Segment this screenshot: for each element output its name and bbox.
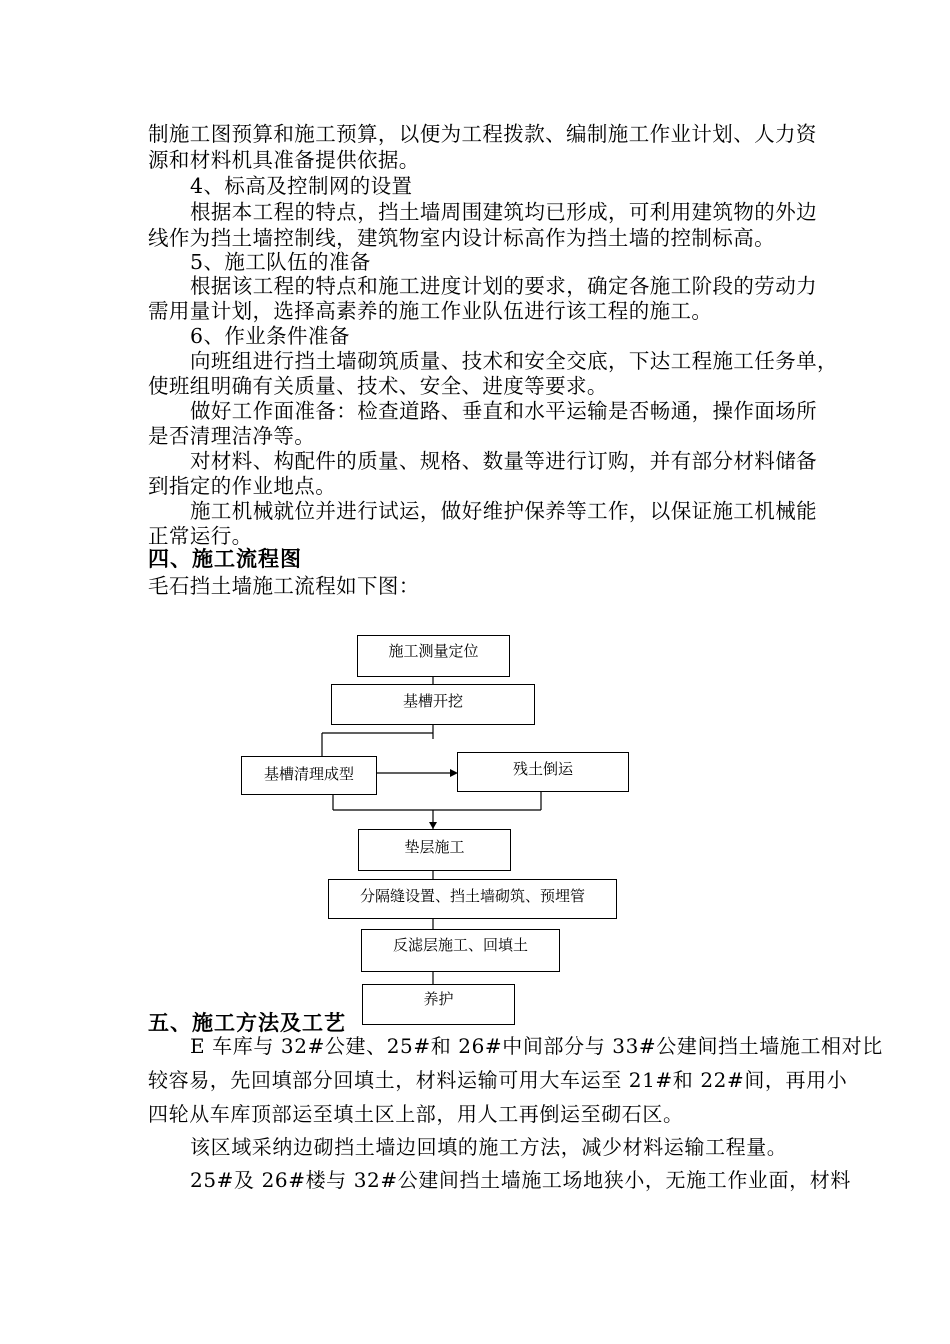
paragraph-line: 制施工图预算和施工预算，以便为工程拨款、编制施工作业计划、人力资 xyxy=(148,122,817,146)
flow-step-label: 反滤层施工、回填土 xyxy=(392,936,528,954)
paragraph-line: 到指定的作业地点。 xyxy=(148,474,337,498)
paragraph-line: 源和材料机具准备提供依据。 xyxy=(148,148,420,172)
flow-step-label: 养护 xyxy=(423,990,454,1008)
subheading-4: 4、标高及控制网的设置 xyxy=(190,174,413,198)
paragraph-line: 较容易，先回填部分回填土，材料运输可用大车运至 21#和 22#间，再用小 xyxy=(148,1068,848,1092)
flow-step-label: 基槽开挖 xyxy=(402,692,463,710)
section-4-intro: 毛石挡土墙施工流程如下图： xyxy=(148,574,420,598)
paragraph-line: 线作为挡土墙控制线，建筑物室内设计标高作为挡土墙的控制标高。 xyxy=(148,226,775,250)
paragraph-line: E 车库与 32#公建、25#和 26#中间部分与 33#公建间挡土墙施工相对比 xyxy=(190,1034,883,1058)
paragraph-line: 使班组明确有关质量、技术、安全、进度等要求。 xyxy=(148,374,608,398)
flow-step-label: 残土倒运 xyxy=(512,760,573,778)
flow-step-masonry xyxy=(328,879,617,919)
subheading-6: 6、作业条件准备 xyxy=(190,324,350,348)
flow-step-label: 分隔缝设置、挡土墙砌筑、预埋管 xyxy=(359,887,585,905)
flow-step-label: 基槽清理成型 xyxy=(263,765,354,783)
section-4-title: 四、施工流程图 xyxy=(148,547,302,571)
paragraph-line: 该区域采纳边砌挡土墙边回填的施工方法，减少材料运输工程量。 xyxy=(190,1135,788,1159)
paragraph-line: 25#及 26#楼与 32#公建间挡土墙施工场地狭小，无施工作业面，材料 xyxy=(190,1168,851,1192)
flow-step-survey xyxy=(357,635,510,677)
flow-step-label: 施工测量定位 xyxy=(388,642,479,660)
flow-step-curing xyxy=(362,984,515,1025)
paragraph-line: 根据本工程的特点，挡土墙周围建筑均已形成，可利用建筑物的外边 xyxy=(190,200,817,224)
flow-step-trench-cleanup xyxy=(241,756,377,795)
paragraph-line: 做好工作面准备：检查道路、垂直和水平运输是否畅通，操作面场所 xyxy=(190,399,817,423)
flow-step-backfill xyxy=(361,929,560,972)
subheading-5: 5、施工队伍的准备 xyxy=(190,250,371,274)
flow-step-label: 垫层施工 xyxy=(404,838,465,856)
flow-step-soil-removal xyxy=(457,752,629,792)
paragraph-line: 正常运行。 xyxy=(148,524,253,548)
paragraph-line: 施工机械就位并进行试运，做好维护保养等工作，以保证施工机械能 xyxy=(190,499,817,523)
paragraph-line: 是否清理洁净等。 xyxy=(148,424,316,448)
paragraph-line: 向班组进行挡土墙砌筑质量、技术和安全交底，下达工程施工任务单， xyxy=(190,349,838,373)
section-5-title: 五、施工方法及工艺 xyxy=(148,1011,346,1035)
paragraph-line: 需用量计划，选择高素养的施工作业队伍进行该工程的施工。 xyxy=(148,299,713,323)
paragraph-line: 根据该工程的特点和施工进度计划的要求，确定各施工阶段的劳动力 xyxy=(190,274,817,298)
flow-step-cushion xyxy=(358,829,511,871)
paragraph-line: 四轮从车库顶部运至填土区上部，用人工再倒运至砌石区。 xyxy=(148,1102,684,1126)
flow-step-excavation xyxy=(331,684,535,725)
paragraph-line: 对材料、构配件的质量、规格、数量等进行订购，并有部分材料储备 xyxy=(190,449,817,473)
